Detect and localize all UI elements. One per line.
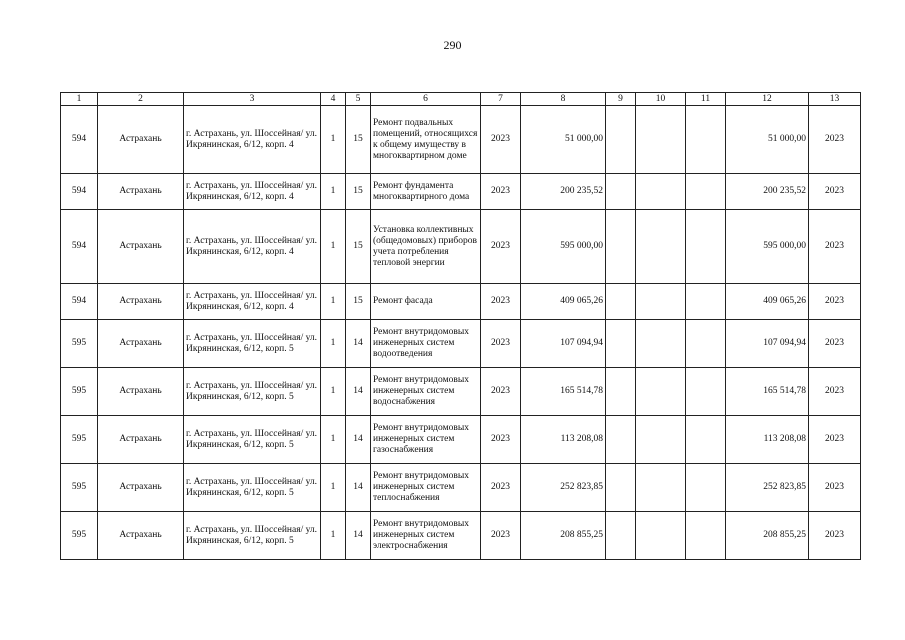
col9-cell bbox=[606, 174, 636, 210]
cost-cell: 208 855,25 bbox=[521, 512, 606, 560]
col9-cell bbox=[606, 210, 636, 284]
col11-cell bbox=[686, 174, 726, 210]
col-header: 3 bbox=[184, 93, 321, 106]
col10-cell bbox=[636, 416, 686, 464]
address-cell: г. Астрахань, ул. Шоссейная/ ул. Икрянинская, 6/12, корп. 5 bbox=[184, 464, 321, 512]
work-type-cell: Ремонт внутридомовых инженерных систем газоснабжения bbox=[371, 416, 481, 464]
total-cost-cell: 409 065,26 bbox=[726, 284, 809, 320]
cost-cell: 252 823,85 bbox=[521, 464, 606, 512]
table-row bbox=[61, 464, 861, 512]
col-header: 6 bbox=[371, 93, 481, 106]
col9-cell bbox=[606, 464, 636, 512]
col-header: 11 bbox=[686, 93, 726, 106]
year-cell: 2023 bbox=[481, 210, 521, 284]
row-number-cell: 595 bbox=[61, 464, 98, 512]
city-cell: Астрахань bbox=[98, 210, 184, 284]
completion-year-cell: 2023 bbox=[809, 416, 861, 464]
city-cell: Астрахань bbox=[98, 512, 184, 560]
col4-cell: 1 bbox=[321, 320, 346, 368]
col-header: 12 bbox=[726, 93, 809, 106]
repair-plan-table bbox=[60, 92, 861, 560]
completion-year-cell: 2023 bbox=[809, 210, 861, 284]
completion-year-cell: 2023 bbox=[809, 284, 861, 320]
col9-cell bbox=[606, 368, 636, 416]
completion-year-cell: 2023 bbox=[809, 320, 861, 368]
year-cell: 2023 bbox=[481, 284, 521, 320]
completion-year-cell: 2023 bbox=[809, 174, 861, 210]
col5-cell: 14 bbox=[346, 416, 371, 464]
col-header: 10 bbox=[636, 93, 686, 106]
col9-cell bbox=[606, 284, 636, 320]
row-number-cell: 595 bbox=[61, 512, 98, 560]
city-cell: Астрахань bbox=[98, 416, 184, 464]
col4-cell: 1 bbox=[321, 284, 346, 320]
cost-cell: 113 208,08 bbox=[521, 416, 606, 464]
col10-cell bbox=[636, 368, 686, 416]
col10-cell bbox=[636, 210, 686, 284]
col9-cell bbox=[606, 512, 636, 560]
column-number-header-row bbox=[61, 93, 861, 106]
col9-cell bbox=[606, 320, 636, 368]
cost-cell: 51 000,00 bbox=[521, 106, 606, 174]
city-cell: Астрахань bbox=[98, 464, 184, 512]
row-number-cell: 595 bbox=[61, 416, 98, 464]
cost-cell: 595 000,00 bbox=[521, 210, 606, 284]
work-type-cell: Установка коллективных (общедомовых) приборов учета потребления тепловой энергии bbox=[371, 210, 481, 284]
row-number-cell: 594 bbox=[61, 210, 98, 284]
row-number-cell: 594 bbox=[61, 174, 98, 210]
col10-cell bbox=[636, 320, 686, 368]
completion-year-cell: 2023 bbox=[809, 368, 861, 416]
col4-cell: 1 bbox=[321, 512, 346, 560]
col10-cell bbox=[636, 106, 686, 174]
work-type-cell: Ремонт подвальных помещений, относящихся к общему имуществу в многоквартирном доме bbox=[371, 106, 481, 174]
table-row bbox=[61, 284, 861, 320]
total-cost-cell: 165 514,78 bbox=[726, 368, 809, 416]
col5-cell: 15 bbox=[346, 106, 371, 174]
col11-cell bbox=[686, 210, 726, 284]
total-cost-cell: 107 094,94 bbox=[726, 320, 809, 368]
col5-cell: 14 bbox=[346, 368, 371, 416]
col5-cell: 14 bbox=[346, 512, 371, 560]
cost-cell: 409 065,26 bbox=[521, 284, 606, 320]
col11-cell bbox=[686, 512, 726, 560]
col4-cell: 1 bbox=[321, 464, 346, 512]
table-row bbox=[61, 416, 861, 464]
completion-year-cell: 2023 bbox=[809, 106, 861, 174]
table-row bbox=[61, 368, 861, 416]
city-cell: Астрахань bbox=[98, 106, 184, 174]
year-cell: 2023 bbox=[481, 174, 521, 210]
total-cost-cell: 595 000,00 bbox=[726, 210, 809, 284]
col11-cell bbox=[686, 464, 726, 512]
col5-cell: 14 bbox=[346, 464, 371, 512]
cost-cell: 200 235,52 bbox=[521, 174, 606, 210]
col4-cell: 1 bbox=[321, 416, 346, 464]
completion-year-cell: 2023 bbox=[809, 512, 861, 560]
col11-cell bbox=[686, 320, 726, 368]
col9-cell bbox=[606, 416, 636, 464]
table-row bbox=[61, 210, 861, 284]
col-header: 8 bbox=[521, 93, 606, 106]
cost-cell: 165 514,78 bbox=[521, 368, 606, 416]
cost-cell: 107 094,94 bbox=[521, 320, 606, 368]
address-cell: г. Астрахань, ул. Шоссейная/ ул. Икрянинская, 6/12, корп. 4 bbox=[184, 174, 321, 210]
total-cost-cell: 208 855,25 bbox=[726, 512, 809, 560]
total-cost-cell: 200 235,52 bbox=[726, 174, 809, 210]
col-header: 5 bbox=[346, 93, 371, 106]
col4-cell: 1 bbox=[321, 368, 346, 416]
address-cell: г. Астрахань, ул. Шоссейная/ ул. Икрянинская, 6/12, корп. 4 bbox=[184, 284, 321, 320]
col5-cell: 15 bbox=[346, 174, 371, 210]
col5-cell: 14 bbox=[346, 320, 371, 368]
work-type-cell: Ремонт внутридомовых инженерных систем водоотведения bbox=[371, 320, 481, 368]
col4-cell: 1 bbox=[321, 106, 346, 174]
row-number-cell: 594 bbox=[61, 106, 98, 174]
city-cell: Астрахань bbox=[98, 368, 184, 416]
table-row bbox=[61, 106, 861, 174]
work-type-cell: Ремонт фасада bbox=[371, 284, 481, 320]
work-type-cell: Ремонт внутридомовых инженерных систем электроснабжения bbox=[371, 512, 481, 560]
page-number: 290 bbox=[443, 38, 462, 52]
row-number-cell: 594 bbox=[61, 284, 98, 320]
col5-cell: 15 bbox=[346, 210, 371, 284]
table-row bbox=[61, 174, 861, 210]
col4-cell: 1 bbox=[321, 210, 346, 284]
col-header: 4 bbox=[321, 93, 346, 106]
col11-cell bbox=[686, 368, 726, 416]
city-cell: Астрахань bbox=[98, 174, 184, 210]
col-header: 13 bbox=[809, 93, 861, 106]
col-header: 7 bbox=[481, 93, 521, 106]
col10-cell bbox=[636, 174, 686, 210]
total-cost-cell: 51 000,00 bbox=[726, 106, 809, 174]
col5-cell: 15 bbox=[346, 284, 371, 320]
col10-cell bbox=[636, 464, 686, 512]
work-type-cell: Ремонт фундамента многоквартирного дома bbox=[371, 174, 481, 210]
year-cell: 2023 bbox=[481, 464, 521, 512]
col11-cell bbox=[686, 106, 726, 174]
col-header: 9 bbox=[606, 93, 636, 106]
year-cell: 2023 bbox=[481, 512, 521, 560]
year-cell: 2023 bbox=[481, 368, 521, 416]
address-cell: г. Астрахань, ул. Шоссейная/ ул. Икрянинская, 6/12, корп. 5 bbox=[184, 368, 321, 416]
row-number-cell: 595 bbox=[61, 368, 98, 416]
year-cell: 2023 bbox=[481, 416, 521, 464]
completion-year-cell: 2023 bbox=[809, 464, 861, 512]
total-cost-cell: 113 208,08 bbox=[726, 416, 809, 464]
row-number-cell: 595 bbox=[61, 320, 98, 368]
col10-cell bbox=[636, 284, 686, 320]
col11-cell bbox=[686, 284, 726, 320]
col-header: 2 bbox=[98, 93, 184, 106]
table-row bbox=[61, 320, 861, 368]
address-cell: г. Астрахань, ул. Шоссейная/ ул. Икрянинская, 6/12, корп. 4 bbox=[184, 210, 321, 284]
year-cell: 2023 bbox=[481, 320, 521, 368]
year-cell: 2023 bbox=[481, 106, 521, 174]
col-header: 1 bbox=[61, 93, 98, 106]
col11-cell bbox=[686, 416, 726, 464]
table-row bbox=[61, 512, 861, 560]
work-type-cell: Ремонт внутридомовых инженерных систем теплоснабжения bbox=[371, 464, 481, 512]
city-cell: Астрахань bbox=[98, 320, 184, 368]
address-cell: г. Астрахань, ул. Шоссейная/ ул. Икрянинская, 6/12, корп. 5 bbox=[184, 416, 321, 464]
address-cell: г. Астрахань, ул. Шоссейная/ ул. Икрянинская, 6/12, корп. 5 bbox=[184, 320, 321, 368]
col10-cell bbox=[636, 512, 686, 560]
city-cell: Астрахань bbox=[98, 284, 184, 320]
col4-cell: 1 bbox=[321, 174, 346, 210]
address-cell: г. Астрахань, ул. Шоссейная/ ул. Икрянинская, 6/12, корп. 5 bbox=[184, 512, 321, 560]
address-cell: г. Астрахань, ул. Шоссейная/ ул. Икрянинская, 6/12, корп. 4 bbox=[184, 106, 321, 174]
col9-cell bbox=[606, 106, 636, 174]
work-type-cell: Ремонт внутридомовых инженерных систем водоснабжения bbox=[371, 368, 481, 416]
total-cost-cell: 252 823,85 bbox=[726, 464, 809, 512]
